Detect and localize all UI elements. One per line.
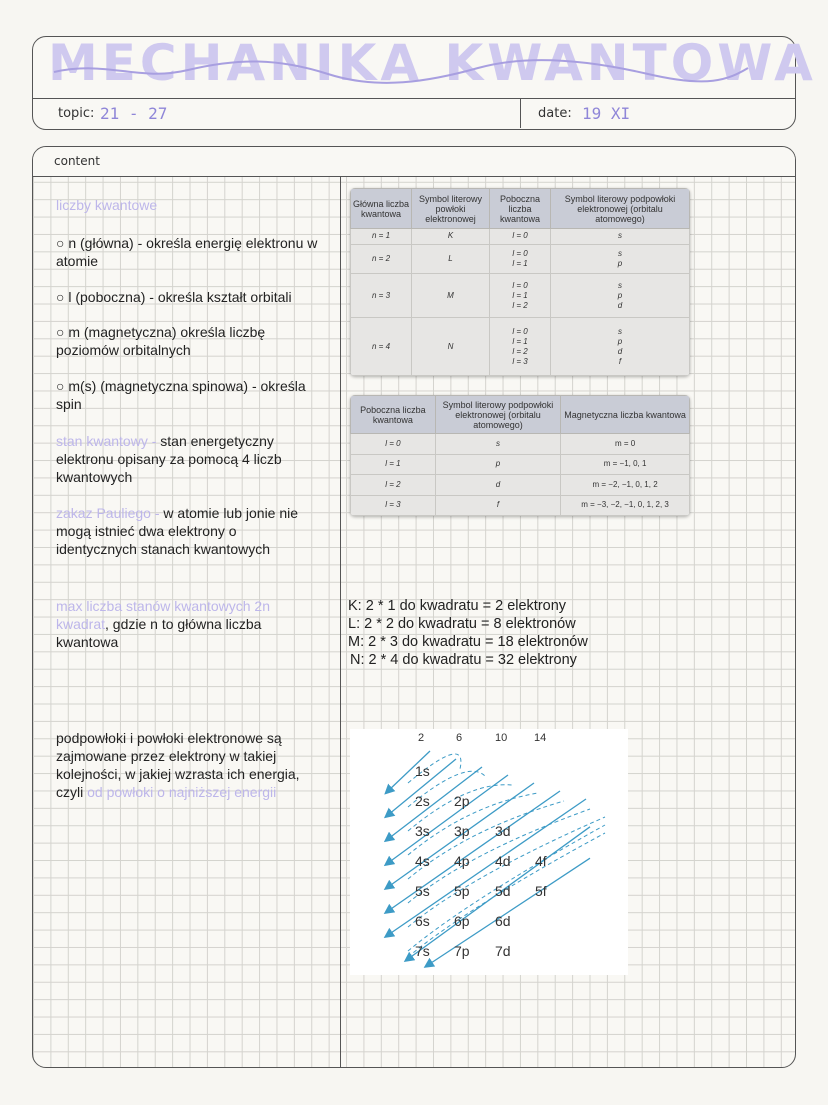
filling-order-text: podpowłoki i powłoki elektronowe są zajmowane przez elektrony w takiej kolejności, w jakiej wzrasta ich energia, czyli xyxy=(56,730,300,800)
page-title: MECHANIKA KWANTOWA xyxy=(48,34,817,92)
t1-header-shell-symbol: Symbol literowy powłoki elektronowej xyxy=(412,189,490,229)
filling-order-highlight: od powłoki o najniższej energii xyxy=(87,784,277,800)
t1-row xyxy=(351,318,690,376)
orbital-label: 7p xyxy=(454,943,470,959)
t1-header-subshell-symbol: Symbol literowy podpowłoki elektronowej (orbitalu atomowego) xyxy=(551,189,690,229)
t1-cell-shell-symbol: L xyxy=(412,244,490,274)
orbital-label: 4s xyxy=(415,853,430,869)
diagram-arrow xyxy=(388,775,508,863)
orbital-label: 7s xyxy=(415,943,430,959)
t2-row xyxy=(351,475,690,496)
t1-cell-l-line: l = 0 xyxy=(512,248,528,258)
note-pauli xyxy=(56,504,301,558)
t2-cell-m: m = 0 xyxy=(561,434,690,455)
diagram-top-number: 6 xyxy=(456,732,463,744)
header-column-divider xyxy=(520,99,521,128)
formulas-block xyxy=(348,597,588,669)
topic-value: 21 - 27 xyxy=(100,104,168,123)
t2-cell-subshell: f xyxy=(435,495,560,516)
t1-cell-l-line: l = 1 xyxy=(512,258,528,268)
t1-cell-subshell xyxy=(551,274,690,318)
max-states-definition: , gdzie n to główna liczba kwantowa xyxy=(56,616,262,650)
content-header-divider xyxy=(33,176,795,177)
t1-cell-n: n = 3 xyxy=(351,274,412,318)
orbital-label: 6d xyxy=(495,913,511,929)
t1-cell-subshell-line: p xyxy=(617,290,623,300)
quantum-numbers-heading: liczby kwantowe xyxy=(56,197,158,213)
max-states-term: max liczba stanów kwantowych 2n kwadrat xyxy=(56,598,270,632)
topic-label: topic: xyxy=(58,106,95,121)
t1-cell-l-line: l = 0 xyxy=(512,231,528,241)
note-quantum-state xyxy=(56,432,311,486)
quantum-numbers-table xyxy=(350,188,690,376)
note-ms-item: ○ m(s) (magnetyczna spinowa) - określa spin xyxy=(56,378,306,412)
quantum-state-definition: stan energetyczny elektronu opisany za pomocą 4 liczb kwantowych xyxy=(56,433,282,485)
t1-row xyxy=(351,244,690,274)
t2-cell-l: l = 0 xyxy=(351,434,436,455)
aufbau-arrows xyxy=(350,729,628,975)
t1-cell-subshell-line: p xyxy=(617,336,623,346)
content-label: content xyxy=(54,154,100,168)
t1-cell-subshell-line: s xyxy=(618,231,622,241)
pauli-definition: w atomie lub jonie nie mogą istnieć dwa elektrony o identycznych stanach kwantowych xyxy=(56,505,299,557)
t1-cell-shell-symbol: K xyxy=(412,229,490,245)
diagram-top-number: 2 xyxy=(418,732,425,744)
t1-cell-l-line: l = 0 xyxy=(512,280,528,290)
orbital-label: 2s xyxy=(415,793,430,809)
t1-cell-subshell-line: s xyxy=(618,280,622,290)
date-label: date: xyxy=(538,106,572,121)
pauli-term: zakaz Pauliego - xyxy=(56,505,164,521)
orbital-label: 7d xyxy=(495,943,511,959)
t2-cell-m: m = −1, 0, 1 xyxy=(561,454,690,475)
note-m-item: ○ m (magnetyczna) określa liczbę poziomów orbitalnych xyxy=(56,324,266,358)
t1-cell-n: n = 2 xyxy=(351,244,412,274)
t1-cell-subshell xyxy=(551,318,690,376)
t2-cell-subshell: d xyxy=(435,475,560,496)
quantum-state-term: stan kwantowy - xyxy=(56,433,161,449)
orbital-label: 2p xyxy=(454,793,470,809)
t1-cell-n: n = 1 xyxy=(351,229,412,245)
orbital-label: 1s xyxy=(415,763,430,779)
formula-m: M: 2 * 3 do kwadratu = 18 elektronów xyxy=(348,634,588,650)
formula-l: L: 2 * 2 do kwadratu = 8 elektronów xyxy=(348,616,576,632)
t1-cell-shell-symbol: N xyxy=(412,318,490,376)
t2-row xyxy=(351,495,690,516)
t2-header-m: Magnetyczna liczba kwantowa xyxy=(561,396,690,434)
orbital-label: 5p xyxy=(454,883,470,899)
orbital-label: 5s xyxy=(415,883,430,899)
t2-header-l: Poboczna liczba kwantowa xyxy=(351,396,436,434)
t1-cell-n: n = 4 xyxy=(351,318,412,376)
note-n-item: ○ n (główna) - określa energię elektronu w atomie xyxy=(56,235,318,269)
orbital-label: 6s xyxy=(415,913,430,929)
content-header-band xyxy=(33,147,795,176)
orbital-label: 5f xyxy=(535,883,547,899)
orbital-label: 3p xyxy=(454,823,470,839)
t1-cell-subshell xyxy=(551,229,690,245)
t1-cell-subshell-line: d xyxy=(617,300,623,310)
orbital-label: 5d xyxy=(495,883,511,899)
t2-cell-subshell: s xyxy=(435,434,560,455)
formula-k: K: 2 * 1 do kwadratu = 2 elektrony xyxy=(348,598,567,614)
diagram-top-number: 10 xyxy=(495,732,508,744)
t1-cell-subshell-line: s xyxy=(618,326,622,336)
orbital-label: 3d xyxy=(495,823,511,839)
t1-cell-l xyxy=(489,229,550,245)
orbital-label: 3s xyxy=(415,823,430,839)
t1-cell-subshell-line: p xyxy=(617,258,623,268)
title-scribble-decoration xyxy=(48,52,758,92)
t2-row xyxy=(351,454,690,475)
orbital-label: 6p xyxy=(454,913,470,929)
t1-cell-l xyxy=(489,318,550,376)
t1-row xyxy=(351,229,690,245)
t1-cell-shell-symbol: M xyxy=(412,274,490,318)
t1-header-l: Poboczna liczba kwantowa xyxy=(489,189,550,229)
t2-body xyxy=(351,434,690,516)
t1-cell-l-line: l = 1 xyxy=(512,336,528,346)
t1-cell-l-line: l = 3 xyxy=(512,356,528,366)
t1-cell-l xyxy=(489,244,550,274)
t1-cell-l-line: l = 2 xyxy=(512,346,528,356)
date-value: 19 XI xyxy=(582,104,631,123)
magnetic-number-table xyxy=(350,395,690,516)
t2-cell-m: m = −3, −2, −1, 0, 1, 2, 3 xyxy=(561,495,690,516)
t1-cell-l-line: l = 1 xyxy=(512,290,528,300)
header-divider xyxy=(33,98,795,99)
t1-cell-l-line: l = 0 xyxy=(512,326,528,336)
t1-row xyxy=(351,274,690,318)
t2-cell-l: l = 1 xyxy=(351,454,436,475)
orbital-label: 4p xyxy=(454,853,470,869)
t2-cell-m: m = −2, −1, 0, 1, 2 xyxy=(561,475,690,496)
t2-cell-l: l = 2 xyxy=(351,475,436,496)
column-divider xyxy=(340,177,341,1067)
t2-cell-subshell: p xyxy=(435,454,560,475)
note-l-item: ○ l (poboczna) - określa kształt orbitali xyxy=(56,289,292,305)
t1-cell-l-line: l = 2 xyxy=(512,300,528,310)
t1-cell-subshell-line: d xyxy=(617,346,623,356)
t1-cell-subshell-line: s xyxy=(618,248,622,258)
note-filling-order xyxy=(56,729,326,801)
t2-cell-l: l = 3 xyxy=(351,495,436,516)
t2-header-subshell-symbol: Symbol literowy podpowłoki elektronowej (orbitalu atomowego) xyxy=(435,396,560,434)
t2-row xyxy=(351,434,690,455)
diagram-top-number: 14 xyxy=(534,732,547,744)
orbital-label: 4f xyxy=(535,853,547,869)
aufbau-diagram xyxy=(350,729,628,975)
note-max-states xyxy=(56,597,311,651)
t1-cell-subshell xyxy=(551,244,690,274)
orbital-label: 4d xyxy=(495,853,511,869)
t1-cell-l xyxy=(489,274,550,318)
t1-body xyxy=(351,229,690,376)
t1-cell-subshell-line: f xyxy=(618,356,622,366)
formula-n: N: 2 * 4 do kwadratu = 32 elektrony xyxy=(350,652,577,668)
t1-header-n: Główna liczba kwantowa xyxy=(351,189,412,229)
